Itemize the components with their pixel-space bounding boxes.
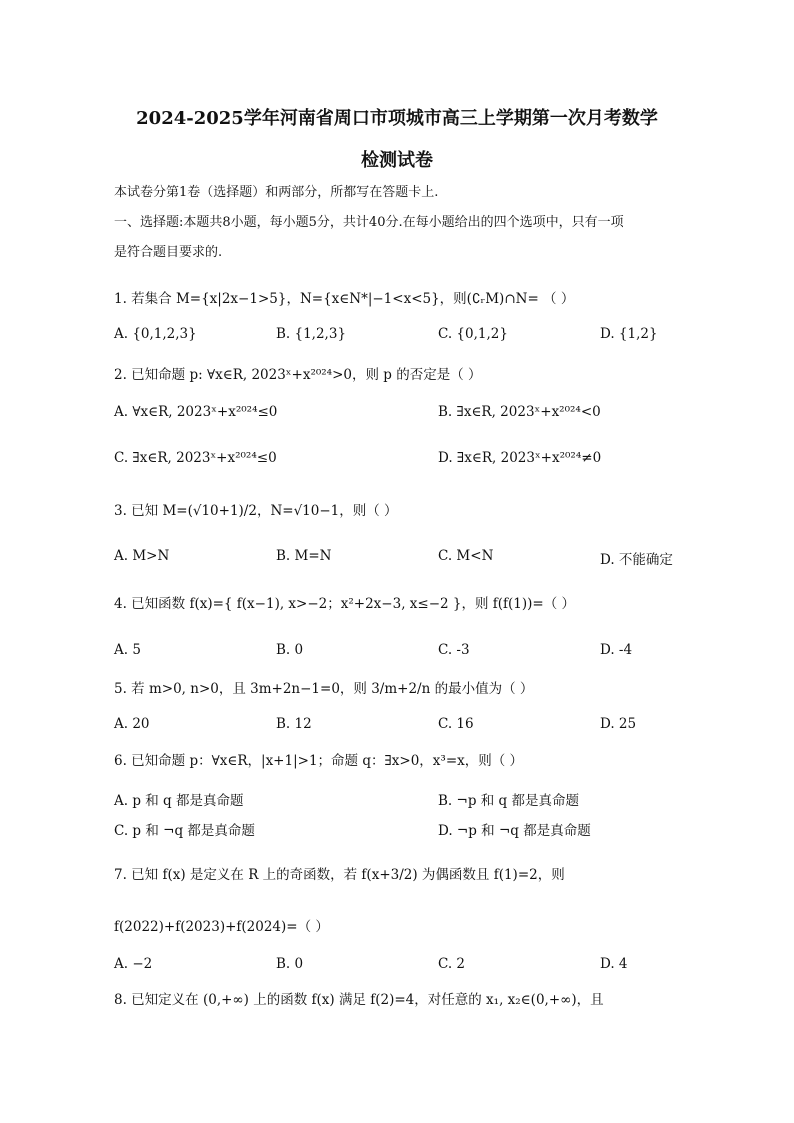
question-2-option-d: D. ∃x∈R, 2023ˣ+x²⁰²⁴≠0 — [438, 450, 602, 466]
section-heading-line-2: 是符合题目要求的. — [114, 245, 223, 260]
question-5-option-b: B. 12 — [276, 716, 312, 732]
question-6-option-d: D. ¬p 和 ¬q 都是真命题 — [438, 823, 591, 839]
question-7-option-c: C. 2 — [438, 956, 466, 972]
section-heading-line-1: 一、选择题:本题共8小题，每小题5分，共计40分.在每小题给出的四个选项中，只有一项 — [114, 215, 624, 230]
question-6-option-c: C. p 和 ¬q 都是真命题 — [114, 823, 255, 839]
question-6-stem: 6. 已知命题 p：∀x∈R，|x+1|>1；命题 q：∃x>0，x³=x，则（ ） — [114, 753, 524, 769]
question-3-stem: 3. 已知 M=(√10+1)/2，N=√10−1，则（ ） — [114, 503, 398, 519]
question-2-option-c: C. ∃x∈R, 2023ˣ+x²⁰²⁴≤0 — [114, 450, 277, 466]
question-2-stem: 2. 已知命题 p: ∀x∈R, 2023ˣ+x²⁰²⁴>0，则 p 的否定是（ ） — [114, 367, 482, 383]
question-1-stem: 1. 若集合 M={x|2x−1>5}，N={x∈N*|−1<x<5}，则(∁ᵣM)∩N= （ ） — [114, 291, 575, 307]
question-3-option-c: C. M<N — [438, 548, 494, 564]
question-7-stem-continued: f(2022)+f(2023)+f(2024)=（ ） — [114, 919, 329, 935]
question-7-stem: 7. 已知 f(x) 是定义在 R 上的奇函数，若 f(x+3/2) 为偶函数且 f(1)=2，则 — [114, 867, 565, 883]
question-3-option-a: A. M>N — [114, 548, 170, 564]
exam-intro: 本试卷分第1卷（选择题）和两部分，所都写在答题卡上. — [114, 185, 439, 200]
question-5-stem: 5. 若 m>0, n>0，且 3m+2n−1=0，则 3/m+2/n 的最小值为（ ） — [114, 681, 534, 697]
question-1-option-c: C. {0,1,2} — [438, 326, 508, 342]
question-1-option-a: A. {0,1,2,3} — [114, 326, 197, 342]
question-4-option-b: B. 0 — [276, 642, 304, 658]
question-7-option-d: D. 4 — [600, 956, 628, 972]
question-6-option-b: B. ¬p 和 q 都是真命题 — [438, 793, 579, 809]
question-8-stem: 8. 已知定义在 (0,+∞) 上的函数 f(x) 满足 f(2)=4，对任意的 x₁, x₂∈(0,+∞)，且 — [114, 992, 604, 1008]
question-1-option-b: B. {1,2,3} — [276, 326, 347, 342]
exam-title-line-1: 2024-2025学年河南省周口市项城市高三上学期第一次月考数学 — [136, 108, 658, 129]
question-7-option-b: B. 0 — [276, 956, 304, 972]
question-4-option-a: A. 5 — [114, 642, 141, 658]
question-5-option-d: D. 25 — [600, 716, 637, 732]
question-3-option-b: B. M=N — [276, 548, 332, 564]
question-3-option-d: D. 不能确定 — [600, 552, 673, 568]
question-2-option-b: B. ∃x∈R, 2023ˣ+x²⁰²⁴<0 — [438, 404, 601, 420]
question-4-option-c: C. -3 — [438, 642, 470, 658]
question-1-option-d: D. {1,2} — [600, 326, 658, 342]
question-2-option-a: A. ∀x∈R, 2023ˣ+x²⁰²⁴≤0 — [114, 404, 278, 420]
question-4-stem: 4. 已知函数 f(x)={ f(x−1), x>−2；x²+2x−3, x≤−2 }，则 f(f(1))=（ ） — [114, 596, 576, 612]
question-5-option-c: C. 16 — [438, 716, 474, 732]
exam-title-line-2: 检测试卷 — [361, 150, 433, 171]
question-6-option-a: A. p 和 q 都是真命题 — [114, 793, 244, 809]
question-5-option-a: A. 20 — [114, 716, 150, 732]
question-7-option-a: A. −2 — [114, 956, 153, 972]
question-4-option-d: D. -4 — [600, 642, 633, 658]
